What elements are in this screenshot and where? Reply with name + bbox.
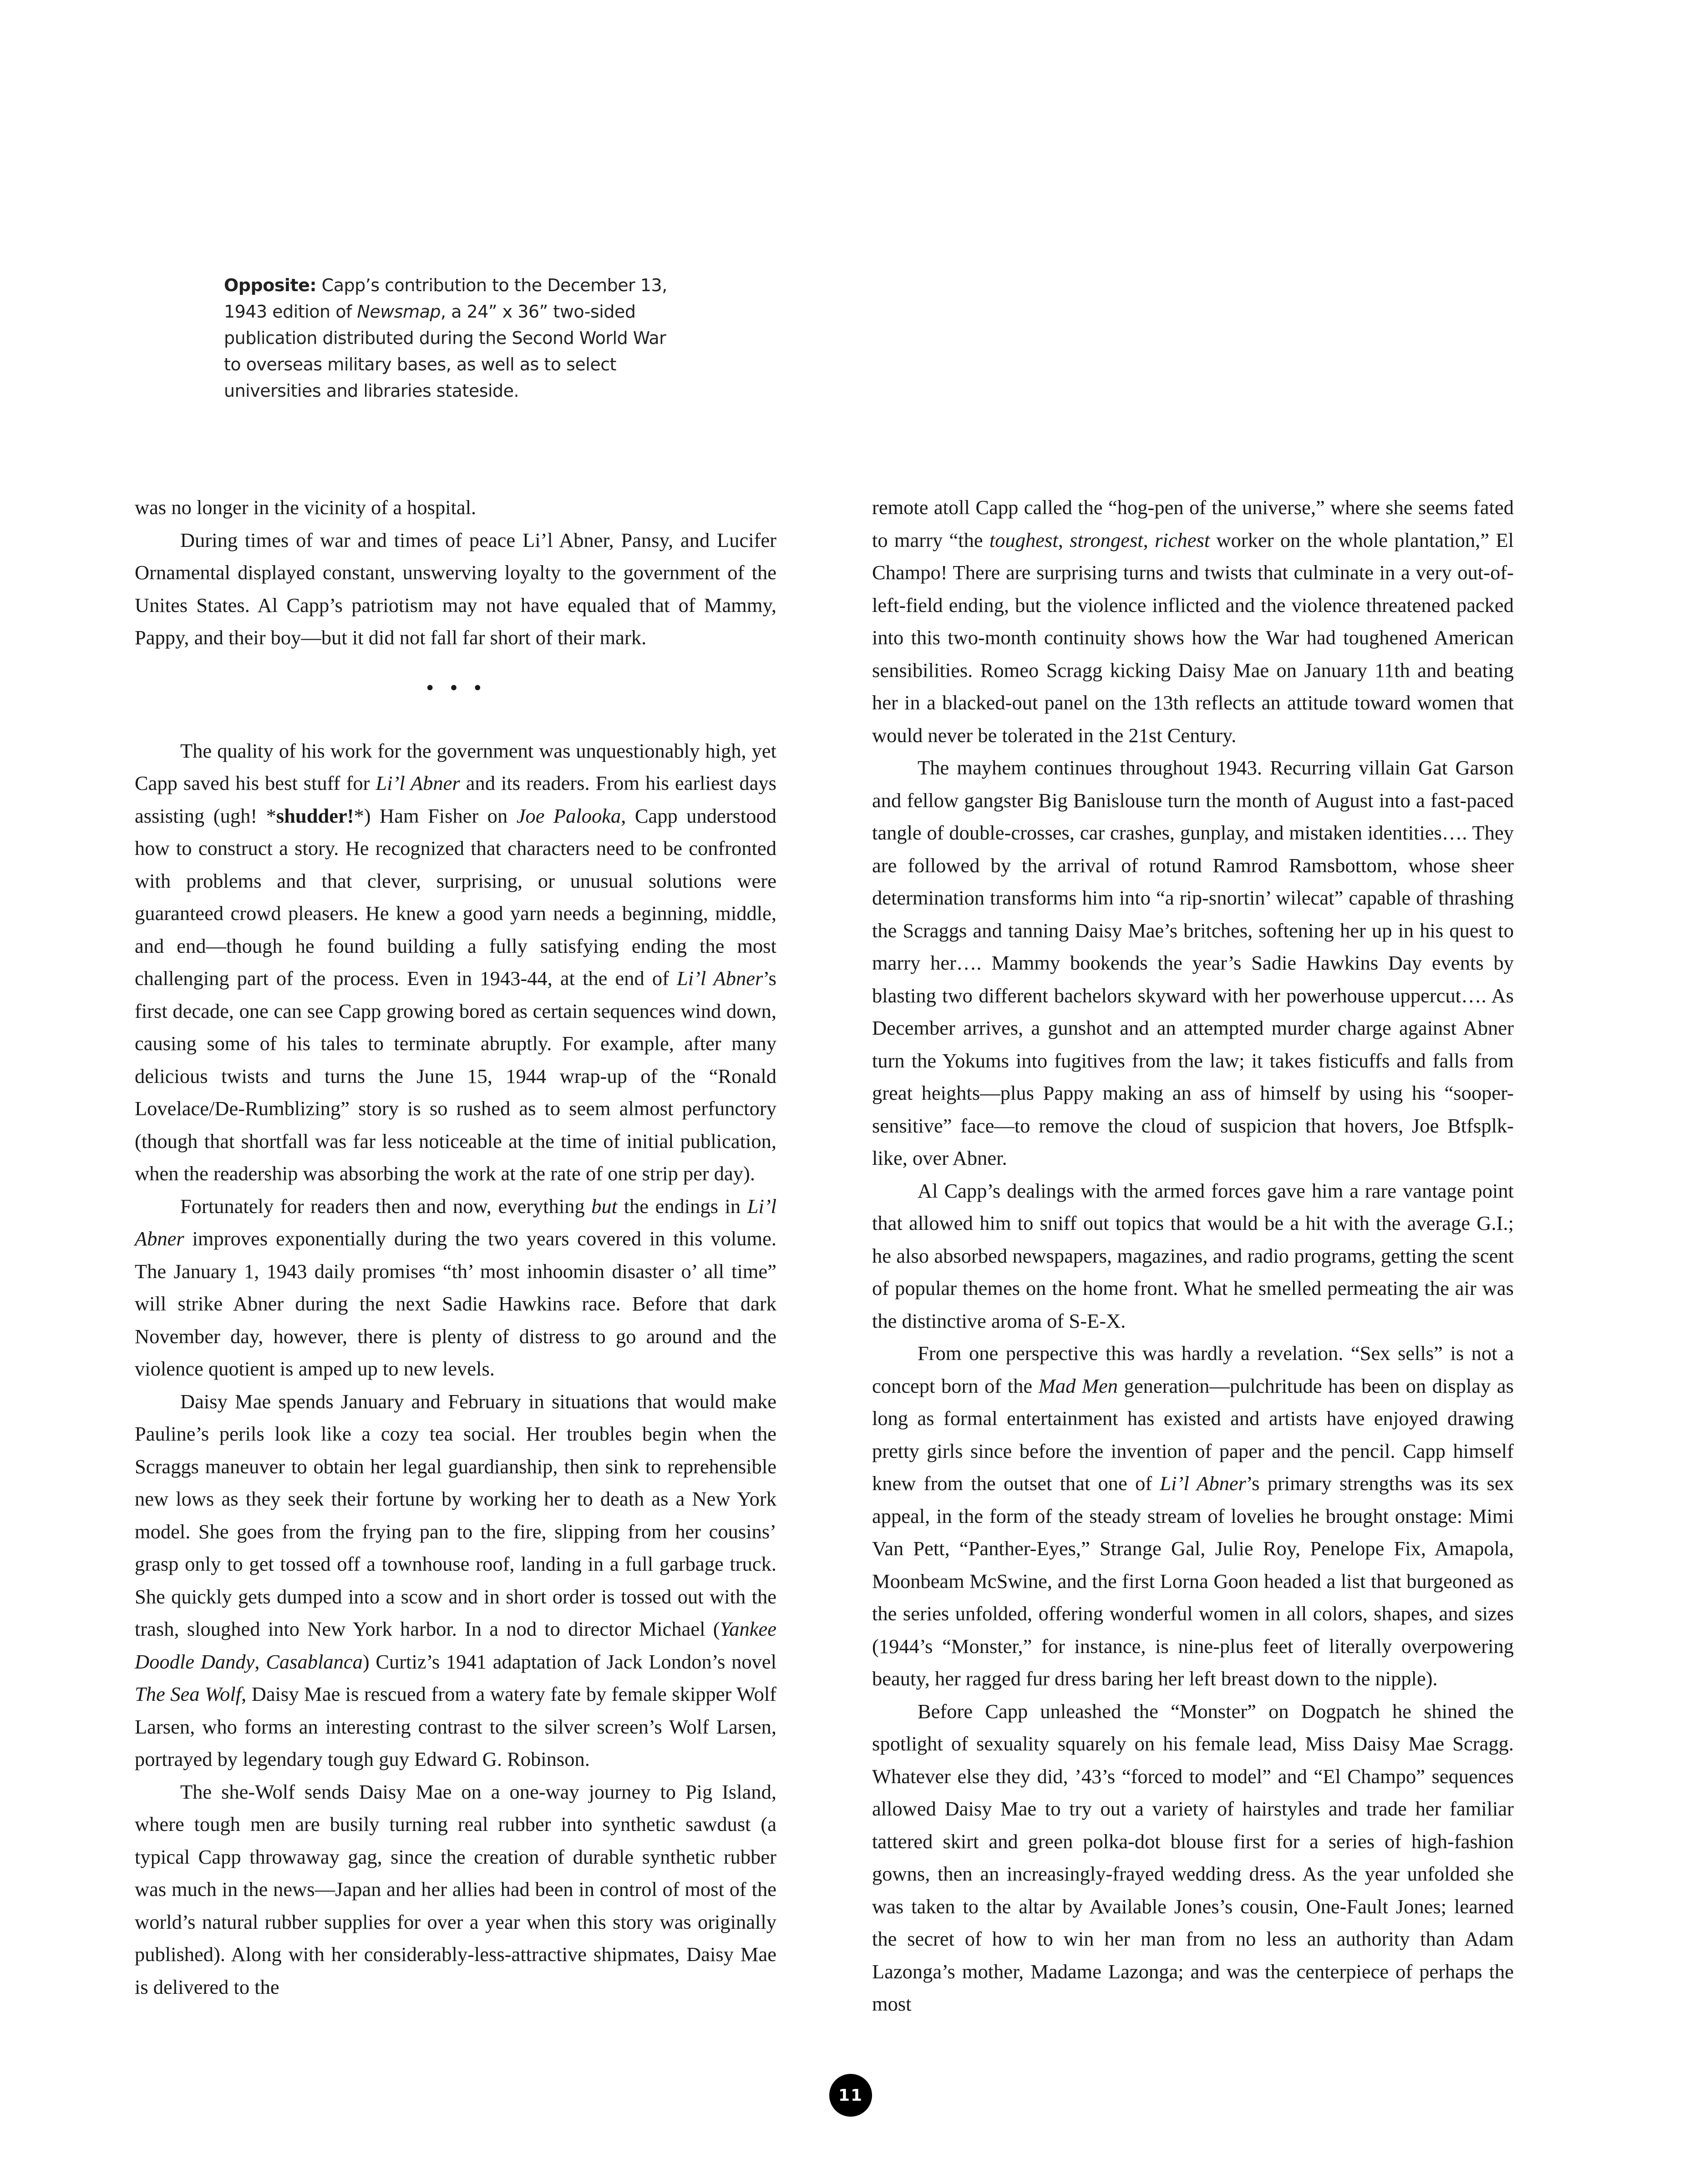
caption-text: , a 24” x 36” two-sided publication distributed during the Second World War to overseas military bases, as well as to select universities and libraries stateside. xyxy=(224,302,666,401)
paragraph-text: Al Capp’s dealings with the armed forces gave him a rare vantage point that allowed him to sniff out topics that would be a hit with the average G.I.; he also absorbed newspapers, magazines, and radio programs, getting the scent of popular themes on the home front. What he smelled permeating the air was the distinctive aroma of S-E-X. xyxy=(872,1179,1514,1332)
paragraph xyxy=(135,735,776,1190)
paragraph xyxy=(872,1695,1514,2021)
italic-title: Li’l Abner xyxy=(135,1194,776,1250)
paragraph-text: , Daisy Mae is rescued from a watery fate by female skipper Wolf Larsen, who forms an interesting contrast to the silver screen’s Wolf Larsen, portrayed by legendary tough guy Edward G. Robinson. xyxy=(135,1683,777,1770)
italic-title: Li’l Abner xyxy=(676,967,763,990)
paragraph-text: , xyxy=(254,1650,266,1673)
paragraph-text: and its readers. From his earliest days assisting (ugh! * xyxy=(135,772,777,827)
paragraph-text: ’s first decade, one can see Capp growing bored as certain sequences wind down, causing some of his tales to terminate abruptly. For example, after many delicious twists and turns the June 15, 1944 wrap-up of the “Ronald Lovelace/De-Rumblizing” story is so rushed as to seem almost perfunctory (though that shortfall was far less noticeable at the time of initial publication, when the readership was absorbing the work at the rate of one strip per day). xyxy=(135,967,776,1185)
left-column xyxy=(135,491,776,2003)
paragraph xyxy=(872,752,1514,1175)
paragraph-text: The quality of his work for the government was unquestionably high, yet Capp saved his best stuff for xyxy=(135,739,776,794)
italic-title: Li’l Abner xyxy=(375,772,460,794)
paragraph xyxy=(872,1337,1514,1695)
paragraph-text: Daisy Mae spends January and February in situations that would make Pauline’s perils look like a cozy tea social. Her troubles begin when the Scraggs maneuver to obtain her legal guardianship, then sink to reprehensible new lows as they seek their fortune by working her to death as a New York model. She goes from the frying pan to the fire, slipping from her cousins’ grasp only to get tossed off a townhouse roof, landing in a full garbage truck. She quickly gets dumped into a scow and in short order is tossed out with the trash, sloughed into New York harbor. In a nod to director Michael ( xyxy=(135,1390,776,1640)
section-separator: • • • xyxy=(424,677,487,699)
italic-title: Li’l Abner xyxy=(1160,1472,1246,1495)
paragraph-text: From one perspective this was hardly a revelation. “Sex sells” is not a concept born of the xyxy=(872,1342,1514,1397)
paragraph-text: During times of war and times of peace Li’l Abner, Pansy, and Lucifer Ornamental displayed constant, unswerving loyalty to the government of the Unites States. Al Capp’s patriotism may not have equaled that of Mammy, Pappy, and their boy—but it did not fall far short of their mark. xyxy=(135,528,776,649)
paragraph-text: worker on the whole plantation,” El Champo! There are surprising turns and twists that culminate in a very out-of-left-field ending, but the violence inflicted and the violence threatened packed into this two-month continuity shows how the War had toughened American sensibilities. Romeo Scragg kicking Daisy Mae on January 11th and beating her in a blacked-out panel on the 13th reflects an attitude toward women that would never be tolerated in the 21st Century. xyxy=(872,528,1514,747)
italic-text: strongest xyxy=(1070,528,1143,551)
paragraph-text: was no longer in the vicinity of a hospital. xyxy=(135,496,477,519)
paragraph-text: the endings in xyxy=(617,1194,747,1218)
italic-title: Yankee Doodle Dandy xyxy=(135,1618,776,1673)
paragraph xyxy=(135,1385,776,1776)
italic-text: toughest xyxy=(989,528,1058,551)
paragraph-text: , Capp understood how to construct a story. He recognized that characters need to be confronted with problems and that clever, surprising, or unusual solutions were guaranteed crowd pleasers. He knew a good yarn needs a beginning, middle, and end—though he found building a fully satisfying ending the most challenging part of the process. Even in 1943-44, at the end of xyxy=(135,804,776,990)
paragraph-text: Fortunately for readers then and now, everything xyxy=(180,1194,592,1218)
italic-text: richest xyxy=(1155,528,1210,551)
paragraph-text: *) Ham Fisher on xyxy=(354,804,517,827)
italic-title: Casablanca xyxy=(266,1650,363,1673)
paragraph xyxy=(135,1776,776,2004)
paragraph xyxy=(135,1190,776,1385)
paragraph-text: ) Curtiz’s 1941 adaptation of Jack London’s novel xyxy=(362,1650,777,1673)
paragraph xyxy=(135,524,776,654)
paragraph-text: ’s primary strengths was its sex appeal, in the form of the steady stream of lovelies he brought onstage: Mimi Van Pett, “Panther-Eyes,” Strange Gal, Julie Roy, Penelope Fix, Amapola, Moonbeam McSwine, and the first Lorna Goon headed a list that burgeoned as the series unfolded, offering wonderful women in all colors, shapes, and sizes (1944’s “Monster,” for instance, is nine-plus feet of literally overpowering beauty, her ragged fur dress baring her left breast down to the nipple). xyxy=(872,1472,1514,1690)
italic-text: but xyxy=(591,1194,618,1218)
paragraph-text: remote atoll Capp called the “hog-pen of the universe,” where she seems fated to marry “the xyxy=(872,496,1514,551)
italic-title: The Sea Wolf xyxy=(135,1683,242,1705)
caption-text: Capp’s contribution to the December 13, 1943 edition of xyxy=(224,275,667,322)
page-number: 11 xyxy=(829,2074,872,2117)
paragraph-text: The mayhem continues throughout 1943. Recurring villain Gat Garson and fellow gangster Big Banislouse turn the month of August into a fast-paced tangle of double-crosses, car crashes, gunplay, and mistaken identities…. They are followed by the arrival of rotund Ramrod Ramsbottom, whose sheer determination transforms him into “a rip-snortin’ wilecat” capable of thrashing the Scraggs and tanning Daisy Mae’s britches, softening her up in his quest to marry her…. Mammy bookends the year’s Sadie Hawkins Day events by blasting two different bachelors skyward with her powerhouse uppercut…. As December arrives, a gunshot and an attempted murder charge against Abner turn the Yokums into fugitives from the law; it takes fisticuffs and falls from great heights—plus Pappy making an ass of himself by using his “sooper-sensitive” face—to remove the cloud of suspicion that hovers, Joe Btfsplk-like, over Abner. xyxy=(872,756,1514,1169)
paragraph-text: Before Capp unleashed the “Monster” on Dogpatch he shined the spotlight of sexuality squarely on his female lead, Miss Daisy Mae Scragg. Whatever else they did, ’43’s “forced to model” and “El Champo” sequences allowed Daisy Mae to try out a variety of hairstyles and trade her familiar tattered skirt and green polka-dot blouse first for a series of high-fashion gowns, then an increasingly-frayed wedding dress. As the year unfolded she was taken to the altar by Available Jones’s cousin, One-Fault Jones; learned the secret of how to win her man from no less an authority than Adam Lazonga’s mother, Madame Lazonga; and was the centerpiece of perhaps the most xyxy=(872,1699,1514,2015)
caption-label: Opposite: xyxy=(224,275,317,295)
paragraph-text: , xyxy=(1058,528,1070,551)
caption-publication: Newsmap xyxy=(357,302,441,322)
figure-caption xyxy=(224,272,679,404)
bold-text: shudder! xyxy=(276,804,354,827)
italic-title: Joe Palooka xyxy=(516,804,621,827)
paragraph xyxy=(135,491,776,524)
paragraph xyxy=(872,491,1514,752)
paragraph-text: improves exponentially during the two years covered in this volume. The January 1, 1943 daily promises “th’ most inhoomin disaster o’ all time” will strike Abner during the next Sadie Hawkins race. Before that dark November day, however, there is plenty of distress to go around and the violence quotient is amped up to new levels. xyxy=(135,1227,776,1380)
right-column xyxy=(872,491,1514,2021)
paragraph-text: The she-Wolf sends Daisy Mae on a one-way journey to Pig Island, where tough men are busily turning real rubber into synthetic sawdust (a typical Capp throwaway gag, since the creation of durable synthetic rubber was much in the news—Japan and her allies had been in control of most of the world’s natural rubber supplies for over a year when this story was originally published). Along with her considerably-less-attractive shipmates, Daisy Mae is delivered to the xyxy=(135,1780,776,1998)
paragraph-text: generation—pulchritude has been on display as long as formal entertainment has existed and artists have enjoyed drawing pretty girls since before the invention of paper and the pencil. Capp himself knew from the outset that one of xyxy=(872,1374,1514,1495)
italic-title: Mad Men xyxy=(1038,1374,1118,1397)
paragraph-text: , xyxy=(1143,528,1155,551)
paragraph xyxy=(872,1175,1514,1338)
